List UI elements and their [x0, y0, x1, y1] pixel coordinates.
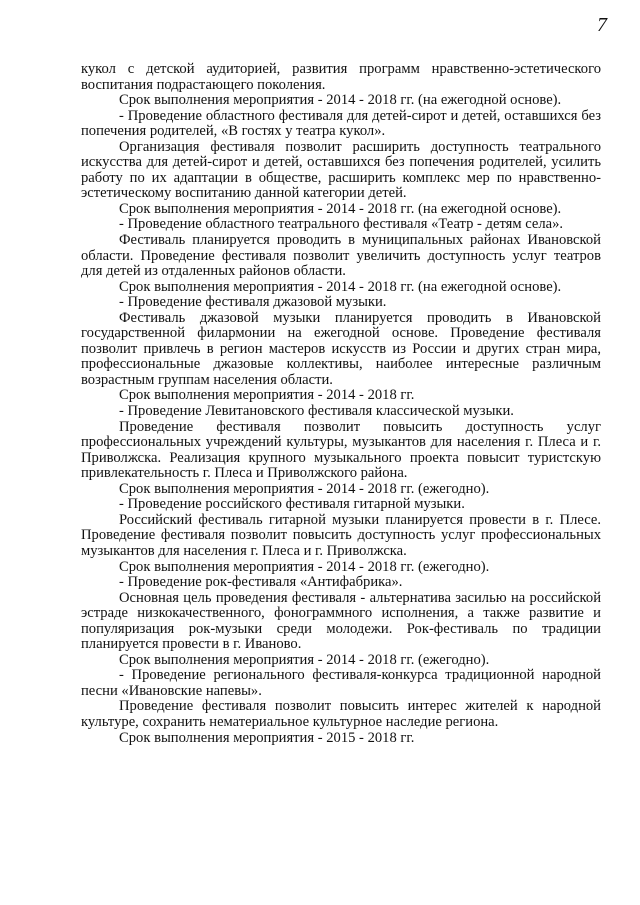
paragraph: Срок выполнения мероприятия - 2014 - 2018 гг. (ежегодно). — [119, 480, 490, 497]
paragraph: Срок выполнения мероприятия - 2014 - 2018 гг. (на ежегодной основе). — [119, 92, 562, 109]
document-body — [81, 62, 601, 746]
paragraph: Российский фестиваль гитарной музыки планируется провести в г. Плесе. Проведение фестиваля позволит повысить доступность услуг профессиональных музыкантов для населения г. Плеса и г. Приволжска. — [81, 511, 601, 559]
paragraph: кукол с детской аудиторией, развития программ нравственно-эстетического воспитания подрастающего поколения. — [81, 61, 601, 93]
paragraph: Срок выполнения мероприятия - 2014 - 2018 гг. (ежегодно). — [119, 651, 490, 668]
paragraph: - Проведение фестиваля джазовой музыки. — [119, 294, 387, 311]
paragraph: Фестиваль планируется проводить в муниципальных районах Ивановской области. Проведение фестиваля позволит увеличить доступность услуг театров для детей из отдаленных районов области. — [81, 232, 601, 280]
paragraph: - Проведение Левитановского фестиваля классической музыки. — [119, 403, 514, 420]
paragraph: - Проведение рок-фестиваля «Антифабрика». — [119, 574, 403, 591]
paragraph: Фестиваль джазовой музыки планируется проводить в Ивановской государственной филармонии на ежегодной основе. Проведение фестиваля позволит привлечь в регион мастеров искусств из России и других стран мира, профессиональные джазовые коллективы, наиболее интересные различным возрастным группам населения области. — [81, 309, 601, 388]
paragraph: Срок выполнения мероприятия - 2014 - 2018 гг. — [119, 387, 415, 404]
paragraph: Проведение фестиваля позволит повысить доступность услуг профессиональных учреждений культуры, музыкантов для населения г. Плеса и г. Приволжска. Реализация крупного музыкального проекта повысит туристскую привлекательность г. Плеса и Приволжского района. — [81, 418, 601, 482]
paragraph: Проведение фестиваля позволит повысить интерес жителей к народной культуре, сохранить нематериальное культурное наследие региона. — [81, 698, 601, 730]
paragraph: Срок выполнения мероприятия - 2014 - 2018 гг. (ежегодно). — [119, 558, 490, 575]
paragraph: Основная цель проведения фестиваля - альтернатива засилью на российской эстраде низкокачественного, фонограммного исполнения, а также развитие и популяризация рок-музыки среди молодежи. Рок-фестиваль по традиции планируется провести в г. Иваново. — [81, 589, 601, 653]
paragraph: - Проведение областного фестиваля для детей-сирот и детей, оставшихся без попечения родителей, «В гостях у театра кукол». — [81, 107, 601, 140]
paragraph: - Проведение российского фестиваля гитарной музыки. — [119, 496, 465, 513]
paragraph: - Проведение регионального фестиваля-конкурса традиционной народной песни «Ивановские напевы». — [81, 667, 601, 699]
paragraph: Срок выполнения мероприятия - 2015 - 2018 гг. — [119, 729, 415, 746]
paragraph: Организация фестиваля позволит расширить доступность театрального искусства для детей-сирот и детей, оставшихся без попечения родителей, усилить работу по их адаптации в обществе, расширить комплекс мер по нравственно-эстетическому воспитанию данной категории детей. — [81, 138, 601, 202]
paragraph: Срок выполнения мероприятия - 2014 - 2018 гг. (на ежегодной основе). — [119, 278, 562, 295]
page-number: 7 — [597, 14, 606, 36]
paragraph: - Проведение областного театрального фестиваля «Театр - детям села». — [119, 216, 564, 233]
paragraph: Срок выполнения мероприятия - 2014 - 2018 гг. (на ежегодной основе). — [119, 200, 562, 217]
